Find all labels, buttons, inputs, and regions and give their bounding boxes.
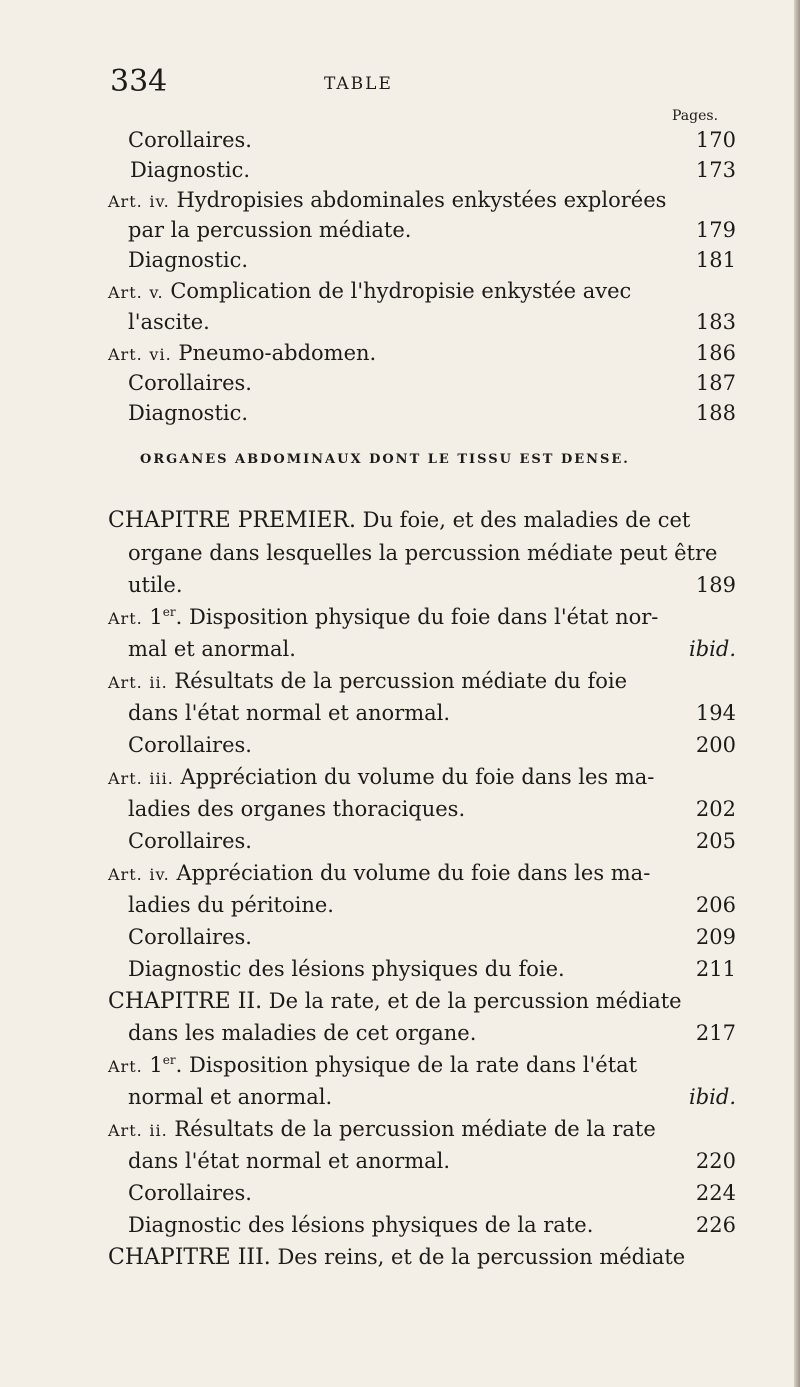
pages-column-label: Pages. <box>672 108 719 124</box>
entry-page: 200 <box>695 733 736 757</box>
chapter-label: CHAPITRE II. <box>108 989 263 1014</box>
entry-text: Diagnostic des lésions physiques de la rate. <box>128 1213 594 1237</box>
article-number: 1 <box>149 1053 163 1077</box>
article-label: Art. <box>108 609 143 628</box>
entry-page: 220 <box>695 1149 736 1173</box>
entry-page: ibid. <box>689 637 736 661</box>
entry-page: 189 <box>695 573 736 597</box>
article-number: iv. <box>149 865 170 884</box>
entry-text: Corollaires. <box>128 733 252 757</box>
entry-page: 209 <box>695 925 736 949</box>
entry-text: Corollaires. <box>128 128 252 152</box>
entry-text: Diagnostic des lésions physiques du foie. <box>128 957 565 981</box>
entry-page: 179 <box>695 218 736 242</box>
entry-page: 206 <box>695 893 736 917</box>
entry-text: mal et anormal. <box>128 637 296 661</box>
entry-page: 186 <box>695 341 736 365</box>
entry-text: ladies du péritoine. <box>128 893 334 917</box>
entry-text: De la rate, et de la percussion médiate <box>268 989 682 1013</box>
entry-text: utile. <box>128 573 183 597</box>
article-label: Art. <box>108 1057 143 1076</box>
article-superscript: er <box>162 1053 176 1067</box>
section-heading: ORGANES ABDOMINAUX DONT LE TISSU EST DENSE. <box>140 452 630 467</box>
entry-text: Appréciation du volume du foie dans les ma- <box>176 861 651 885</box>
entry-text: . Disposition physique du foie dans l'état nor- <box>175 605 659 629</box>
entry-page: 202 <box>695 797 736 821</box>
entry-text: Des reins, et de la percussion médiate <box>277 1245 686 1269</box>
chapter-label: CHAPITRE III. <box>108 1245 271 1270</box>
entry-text: normal et anormal. <box>128 1085 333 1109</box>
entry-text: Diagnostic. <box>128 401 249 425</box>
entry-page: 188 <box>695 401 736 425</box>
entry-text: Corollaires. <box>128 1181 252 1205</box>
entry-text: ladies des organes thoraciques. <box>128 797 466 821</box>
article-number: 1 <box>149 605 163 629</box>
entry-page: 226 <box>695 1213 736 1237</box>
entry-text: organe dans lesquelles la percussion médiate peut être <box>128 541 718 565</box>
entry-text: par la percussion médiate. <box>128 218 412 242</box>
article-label: Art. <box>108 769 143 788</box>
article-label: Art. <box>108 1121 143 1140</box>
article-label: Art. <box>108 865 143 884</box>
entry-page: 205 <box>695 829 736 853</box>
article-label: Art. <box>108 673 143 692</box>
entry-text: dans les maladies de cet organe. <box>128 1021 477 1045</box>
running-title: TABLE <box>324 74 393 94</box>
article-superscript: er <box>162 605 176 619</box>
entry-page: 211 <box>695 957 736 981</box>
entry-text: Diagnostic. <box>128 248 249 272</box>
entry-text: Appréciation du volume du foie dans les ma- <box>180 765 655 789</box>
entry-text: Hydropisies abdominales enkystées explorées <box>176 188 667 212</box>
page-number: 334 <box>110 64 168 99</box>
entry-text: Du foie, et des maladies de cet <box>362 508 691 532</box>
article-number: iii. <box>149 769 174 788</box>
article-label: Art. <box>108 192 143 211</box>
entry-text: Diagnostic. <box>130 158 251 182</box>
entry-text: Corollaires. <box>128 829 252 853</box>
entry-page: 194 <box>695 701 736 725</box>
article-label: Art. <box>108 283 143 302</box>
article-number: ii. <box>149 1121 168 1140</box>
toc-entry <box>0 401 800 441</box>
entry-page: 183 <box>695 310 736 334</box>
article-label: Art. <box>108 345 143 364</box>
entry-page: 181 <box>695 248 736 272</box>
entry-text: dans l'état normal et anormal. <box>128 1149 451 1173</box>
entry-page: 170 <box>695 128 736 152</box>
entry-page: 224 <box>695 1181 736 1205</box>
entry-text: Corollaires. <box>128 371 252 395</box>
entry-page: ibid. <box>689 1085 736 1109</box>
page-header <box>110 64 710 104</box>
entry-text: Résultats de la percussion médiate du foie <box>174 669 628 693</box>
entry-text: Corollaires. <box>128 925 252 949</box>
entry-text: Complication de l'hydropisie enkystée avec <box>170 279 632 303</box>
article-number: iv. <box>149 192 170 211</box>
toc-entry <box>0 1245 800 1285</box>
article-number: ii. <box>149 673 168 692</box>
entry-page: 217 <box>695 1021 736 1045</box>
entry-text: . Disposition physique de la rate dans l'état <box>175 1053 638 1077</box>
article-number: v. <box>149 283 164 302</box>
entry-text: dans l'état normal et anormal. <box>128 701 451 725</box>
article-number: vi. <box>149 345 172 364</box>
entry-page: 187 <box>695 371 736 395</box>
chapter-label: CHAPITRE PREMIER. <box>108 508 356 533</box>
entry-text: Résultats de la percussion médiate de la rate <box>174 1117 656 1141</box>
entry-text: l'ascite. <box>128 310 210 334</box>
entry-page: 173 <box>695 158 736 182</box>
entry-text: Pneumo-abdomen. <box>178 341 377 365</box>
